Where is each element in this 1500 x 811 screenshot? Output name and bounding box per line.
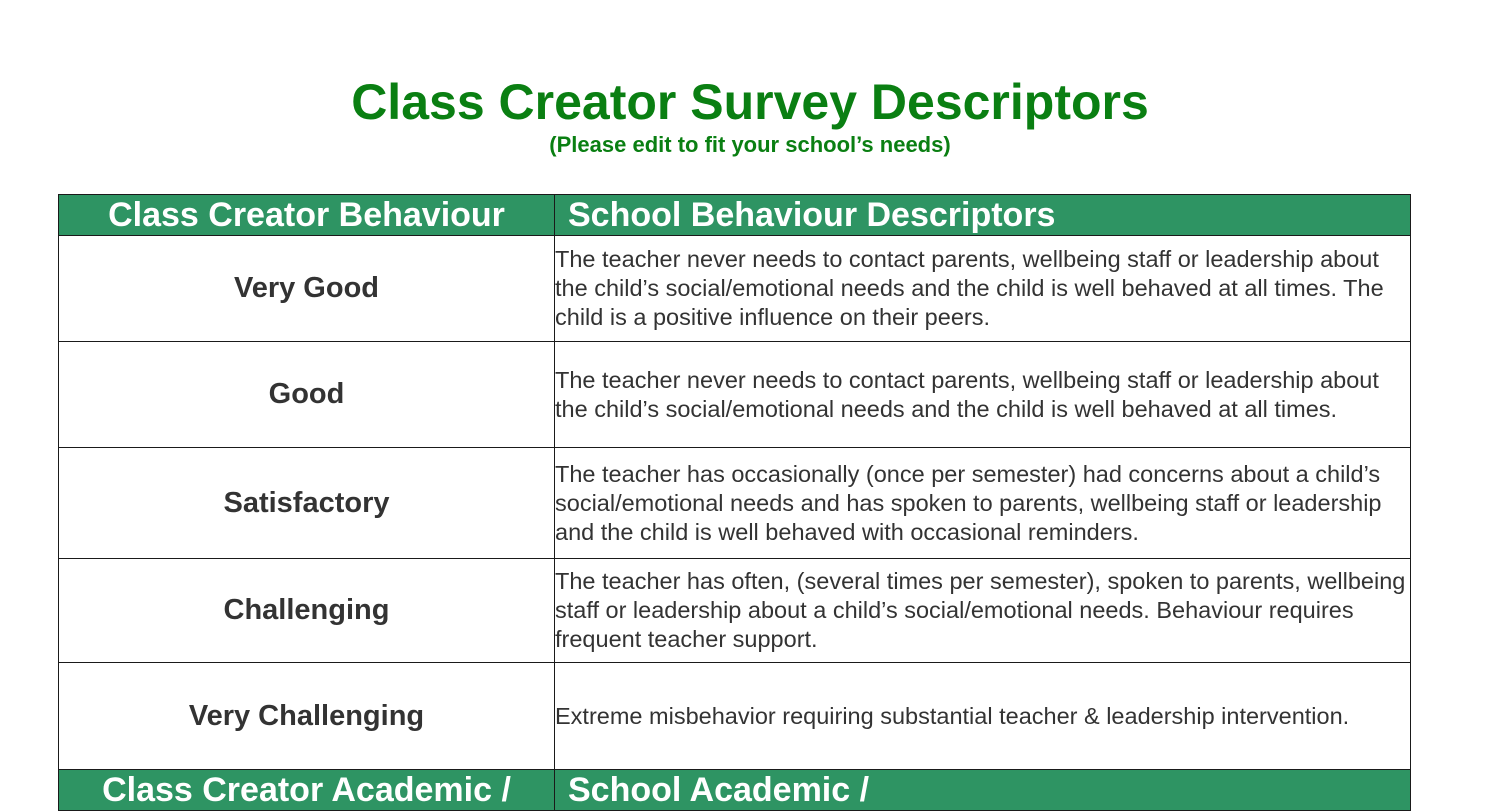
column-header-school-behaviour-descriptors: School Behaviour Descriptors <box>555 195 1411 236</box>
descriptor-text: Extreme misbehavior requiring substantial teacher & leadership intervention. <box>555 663 1411 770</box>
descriptor-text: The teacher never needs to contact parents, wellbeing staff or leadership about the child’s social/emotional needs and the child is well behaved at all times. <box>555 342 1411 448</box>
descriptor-text: The teacher has occasionally (once per semester) had concerns about a child’s social/emotional needs and has spoken to parents, wellbeing staff or leadership and the child is well behaved with occasional reminders. <box>555 448 1411 559</box>
descriptor-text: The teacher never needs to contact parents, wellbeing staff or leadership about the child’s social/emotional needs and the child is well behaved at all times. The child is a positive influence on their peers. <box>555 236 1411 342</box>
rating-label: Good <box>59 342 555 448</box>
rating-label: Satisfactory <box>59 448 555 559</box>
rating-label: Very Challenging <box>59 663 555 770</box>
column-header-class-creator-behaviour: Class Creator Behaviour <box>59 195 555 236</box>
behaviour-descriptor-table <box>58 194 1411 811</box>
table-header-row <box>59 195 1411 236</box>
table-row <box>59 236 1411 342</box>
table-row <box>59 448 1411 559</box>
rating-label: Challenging <box>59 559 555 663</box>
table-row <box>59 342 1411 448</box>
column-header-school-academic: School Academic / <box>555 770 1411 811</box>
rating-label: Very Good <box>59 236 555 342</box>
academic-table-header-row <box>59 770 1411 811</box>
descriptor-text: The teacher has often, (several times per semester), spoken to parents, wellbeing staff or leadership about a child’s social/emotional needs. Behaviour requires frequent teacher support. <box>555 559 1411 663</box>
table-row <box>59 559 1411 663</box>
page-title: Class Creator Survey Descriptors <box>351 74 1149 130</box>
column-header-class-creator-academic: Class Creator Academic / <box>59 770 555 811</box>
table-row <box>59 663 1411 770</box>
page-subtitle: (Please edit to fit your school’s needs) <box>549 132 951 157</box>
